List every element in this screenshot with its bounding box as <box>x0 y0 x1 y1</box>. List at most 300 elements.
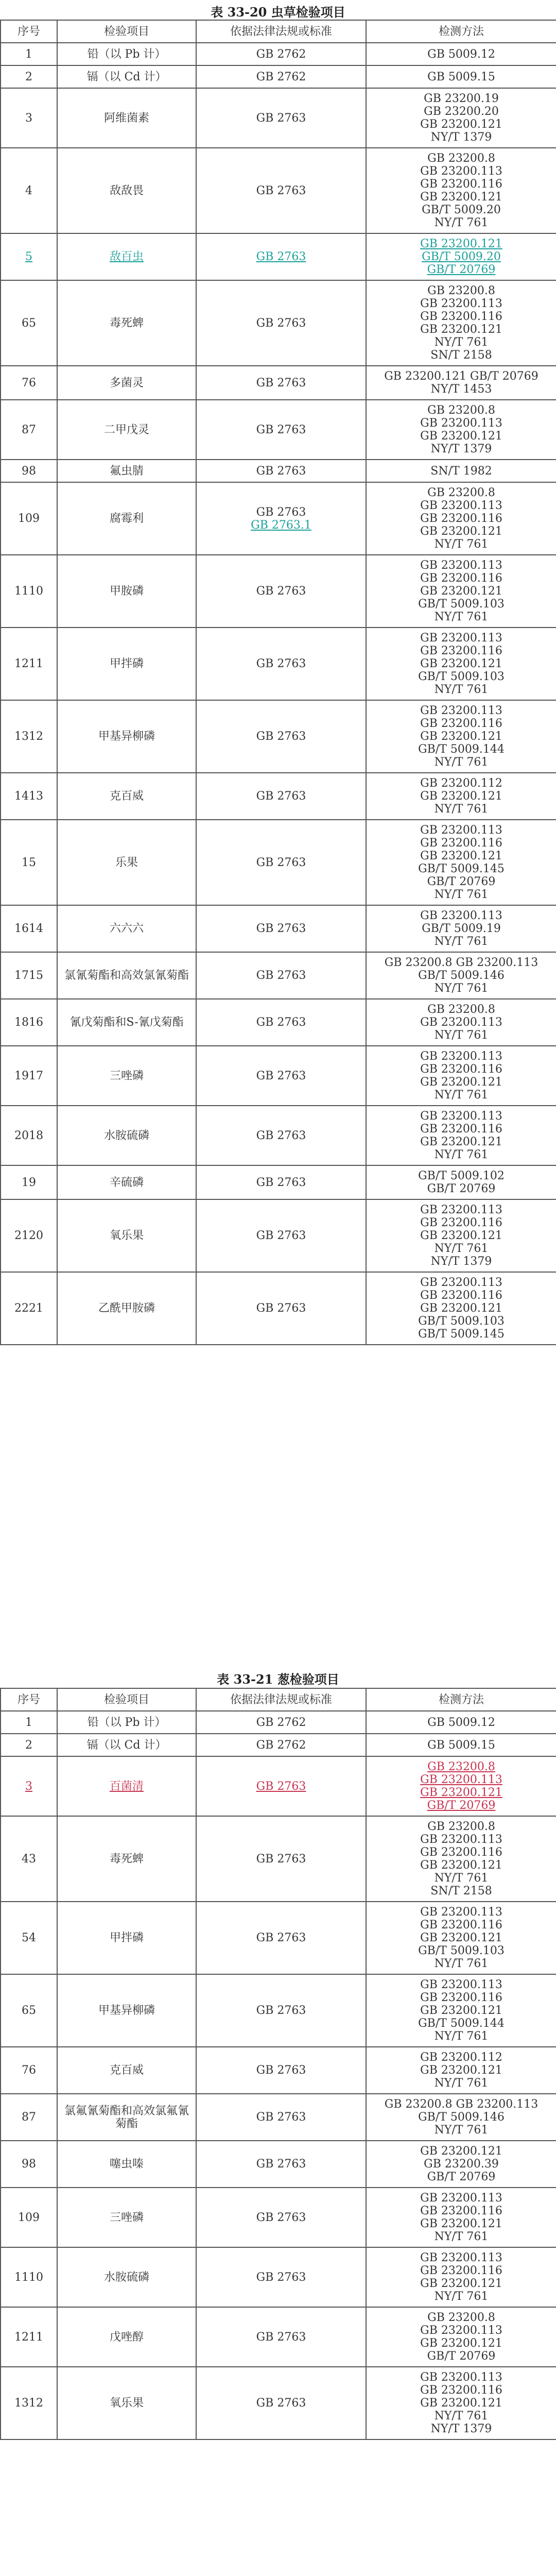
method-line: GB 23200.121 <box>420 2277 502 2290</box>
test-methods <box>366 65 556 88</box>
row-number: 1312 <box>1 700 57 773</box>
test-item: 戊唑醇 <box>57 2307 196 2367</box>
method-line: NY/T 761 <box>434 2230 489 2243</box>
row-number: 2 <box>1 65 57 88</box>
method-line: GB/T 5009.103 <box>418 1315 505 1328</box>
test-item: 水胺硫磷 <box>57 2247 196 2307</box>
column-header: 依据法律法规或标准 <box>196 1688 366 1711</box>
method-line: GB/T 5009.146 <box>418 969 505 982</box>
table-row <box>1 1165 556 1199</box>
table-row <box>1 65 556 88</box>
method-line: GB 23200.121 <box>420 2004 502 2017</box>
method-line: SN/T 1982 <box>430 464 492 478</box>
method-line: GB 23200.8 <box>427 152 495 165</box>
row-number: 4 <box>1 148 57 233</box>
legal-standard: GB 2763 <box>196 1974 366 2047</box>
test-item: 铅（以 Pb 计） <box>57 1711 196 1734</box>
method-line: GB 23200.116 <box>420 2205 502 2217</box>
table-row <box>1 952 556 999</box>
row-number: 98 <box>1 2141 57 2188</box>
method-line: NY/T 761 <box>434 216 489 229</box>
method-line: GB 23200.116 <box>420 178 502 191</box>
method-line: GB 23200.116 <box>420 1063 502 1076</box>
row-number: 19 <box>1 1165 57 1199</box>
method-line: GB/T 5009.103 <box>418 598 505 611</box>
method-line: GB 23200.113 <box>420 1050 502 1063</box>
method-line: GB 23200.113 <box>420 559 502 572</box>
method-line: GB 23200.121 <box>420 1931 502 1944</box>
standard-line: GB 2763.1 <box>251 518 311 532</box>
legal-standard: GB 2763 <box>196 280 366 366</box>
table-row <box>1 2307 556 2367</box>
row-number: 1917 <box>1 1046 57 1106</box>
table-row <box>1 88 556 148</box>
method-line: NY/T 761 <box>434 888 489 901</box>
legal-standard: GB 2763 <box>196 1199 366 1272</box>
test-methods <box>366 2047 556 2094</box>
method-line: GB 23200.8 GB 23200.113 <box>384 2098 538 2111</box>
method-line: GB 23200.121 <box>420 525 502 538</box>
row-number: 2018 <box>1 1106 57 1165</box>
method-line: GB 23200.8 <box>427 1003 495 1016</box>
method-line: GB 23200.113 <box>420 2251 502 2264</box>
test-item: 镉（以 Cd 计） <box>57 65 196 88</box>
table-row <box>1 400 556 460</box>
method-line: GB 23200.116 <box>420 837 502 850</box>
legal-standard: GB 2763 <box>196 628 366 700</box>
test-methods <box>366 482 556 555</box>
table-row <box>1 2141 556 2188</box>
test-methods <box>366 1046 556 1106</box>
table-row <box>1 2367 556 2439</box>
test-item: 甲拌磷 <box>57 1902 196 1974</box>
legal-standard: GB 2763 <box>196 1046 366 1106</box>
row-number: 1110 <box>1 2247 57 2307</box>
row-number: 1312 <box>1 2367 57 2439</box>
test-item: 甲胺磷 <box>57 555 196 628</box>
test-item: 敌百虫 <box>57 233 196 280</box>
test-methods <box>366 148 556 233</box>
table-row <box>1 460 556 482</box>
method-line: GB 23200.113 <box>420 2371 502 2384</box>
method-line: GB 23200.113 <box>420 165 502 178</box>
method-line: GB/T 20769 <box>427 263 496 276</box>
test-item: 水胺硫磷 <box>57 1106 196 1165</box>
legal-standard: GB 2762 <box>196 43 366 65</box>
method-line: NY/T 761 <box>434 803 489 816</box>
row-number: 76 <box>1 2047 57 2094</box>
test-item: 阿维菌素 <box>57 88 196 148</box>
test-methods <box>366 905 556 952</box>
test-item: 氟虫腈 <box>57 460 196 482</box>
row-number: 1110 <box>1 555 57 628</box>
method-line: NY/T 761 <box>434 2124 489 2137</box>
test-methods <box>366 999 556 1046</box>
test-methods <box>366 628 556 700</box>
table-row <box>1 148 556 233</box>
legal-standard: GB 2763 <box>196 700 366 773</box>
legal-standard: GB 2763 <box>196 460 366 482</box>
method-line: GB 23200.116 <box>420 1919 502 1931</box>
table-row <box>1 280 556 366</box>
test-methods <box>366 2094 556 2141</box>
test-methods <box>366 1106 556 1165</box>
method-line: NY/T 761 <box>434 611 489 623</box>
legal-standard: GB 2763 <box>196 1165 366 1199</box>
method-line: GB 23200.8 <box>427 1820 495 1833</box>
method-line: GB 23200.116 <box>420 512 502 525</box>
method-line: GB 23200.113 <box>420 632 502 645</box>
test-methods <box>366 2141 556 2188</box>
test-methods <box>366 88 556 148</box>
method-line: GB 23200.116 <box>420 645 502 657</box>
test-methods <box>366 366 556 400</box>
method-line: GB 23200.121 <box>420 118 502 131</box>
test-item: 毒死蜱 <box>57 1816 196 1902</box>
method-line: GB 23200.113 <box>420 2192 502 2205</box>
method-line: NY/T 761 <box>434 935 489 948</box>
table-row <box>1 1902 556 1974</box>
table-row <box>1 628 556 700</box>
method-line: GB 23200.19 <box>424 92 499 105</box>
table-row <box>1 2247 556 2307</box>
test-item: 镉（以 Cd 计） <box>57 1734 196 1756</box>
column-header: 检测方法 <box>366 20 556 43</box>
row-number: 76 <box>1 366 57 400</box>
method-line: NY/T 1379 <box>430 2422 492 2435</box>
method-line: GB 23200.113 <box>420 1110 502 1123</box>
method-line: GB/T 5009.19 <box>422 922 501 935</box>
test-methods <box>366 1272 556 1345</box>
test-methods <box>366 1199 556 1272</box>
test-item: 二甲戊灵 <box>57 400 196 460</box>
method-line: GB 23200.121 <box>420 2217 502 2230</box>
method-line: GB 23200.121 <box>420 790 502 803</box>
test-item: 氧乐果 <box>57 2367 196 2439</box>
test-item: 甲基异柳磷 <box>57 1974 196 2047</box>
legal-standard: GB 2763 <box>196 952 366 999</box>
row-number: 3 <box>1 88 57 148</box>
method-line: GB 23200.113 <box>420 704 502 717</box>
method-line: GB 23200.121 <box>420 1136 502 1148</box>
method-line: NY/T 761 <box>434 683 489 696</box>
method-line: GB/T 5009.103 <box>418 1944 505 1957</box>
method-line: GB 23200.8 <box>427 404 495 417</box>
table-row <box>1 773 556 820</box>
method-line: NY/T 761 <box>434 1242 489 1255</box>
table-header-row <box>1 1688 556 1711</box>
test-methods <box>366 460 556 482</box>
test-methods <box>366 1734 556 1756</box>
method-line: GB 23200.113 <box>420 417 502 430</box>
method-line: NY/T 761 <box>434 1957 489 1970</box>
test-item: 毒死蜱 <box>57 280 196 366</box>
test-methods <box>366 2188 556 2247</box>
method-line: NY/T 1379 <box>430 443 492 455</box>
column-header: 序号 <box>1 20 57 43</box>
test-item: 克百威 <box>57 773 196 820</box>
method-line: SN/T 2158 <box>430 349 492 362</box>
test-methods <box>366 1756 556 1816</box>
method-line: GB 23200.112 <box>420 2051 502 2064</box>
legal-standard: GB 2763 <box>196 773 366 820</box>
row-number: 109 <box>1 2188 57 2247</box>
method-line: GB 23200.113 <box>420 1833 502 1846</box>
column-header: 检测方法 <box>366 1688 556 1711</box>
test-item: 敌敌畏 <box>57 148 196 233</box>
method-line: GB 23200.116 <box>420 572 502 585</box>
method-line: GB 5009.15 <box>427 70 495 83</box>
method-line: GB 23200.121 <box>420 1786 502 1799</box>
method-line: NY/T 761 <box>434 982 489 995</box>
row-number: 1816 <box>1 999 57 1046</box>
legal-standard: GB 2763 <box>196 400 366 460</box>
method-line: GB 23200.8 <box>427 284 495 297</box>
row-number: 43 <box>1 1816 57 1902</box>
method-line: GB/T 5009.102 <box>418 1170 505 1182</box>
method-line: GB 23200.121 <box>420 1229 502 1242</box>
row-number: 1211 <box>1 628 57 700</box>
row-number: 1715 <box>1 952 57 999</box>
test-item: 三唑磷 <box>57 1046 196 1106</box>
test-methods <box>366 820 556 905</box>
table-row <box>1 43 556 65</box>
row-number: 65 <box>1 1974 57 2047</box>
legal-standard: GB 2763 <box>196 233 366 280</box>
test-methods <box>366 555 556 628</box>
method-line: SN/T 2158 <box>430 1885 492 1897</box>
table-row <box>1 905 556 952</box>
test-methods <box>366 2367 556 2439</box>
legal-standard: GB 2763 <box>196 1816 366 1902</box>
test-methods <box>366 2247 556 2307</box>
test-item: 百菌清 <box>57 1756 196 1816</box>
method-line: GB 5009.12 <box>427 47 495 61</box>
test-methods <box>366 2307 556 2367</box>
test-methods <box>366 700 556 773</box>
row-number: 54 <box>1 1902 57 1974</box>
method-line: GB 23200.121 <box>420 850 502 862</box>
method-line: NY/T 761 <box>434 336 489 349</box>
method-line: GB 23200.121 <box>420 1076 502 1089</box>
test-item: 甲基异柳磷 <box>57 700 196 773</box>
method-line: GB/T 5009.145 <box>418 1328 505 1341</box>
row-number: 2 <box>1 1734 57 1756</box>
row-number: 65 <box>1 280 57 366</box>
test-methods <box>366 1902 556 1974</box>
method-line: NY/T 1453 <box>430 383 492 396</box>
legal-standard: GB 2763 <box>196 555 366 628</box>
method-line: GB 23200.116 <box>420 2384 502 2397</box>
test-methods <box>366 400 556 460</box>
legal-standard: GB 2763 <box>196 2094 366 2141</box>
table-row <box>1 2047 556 2094</box>
table-caption: 表 33-20 虫草检验项目 <box>211 5 345 20</box>
method-line: NY/T 1379 <box>430 131 492 144</box>
table-row <box>1 999 556 1046</box>
method-line: GB 23200.121 <box>420 2064 502 2077</box>
legal-standard: GB 2763 <box>196 1902 366 1974</box>
row-number: 109 <box>1 482 57 555</box>
table-row <box>1 1711 556 1734</box>
method-line: GB 23200.113 <box>420 1016 502 1029</box>
method-line: GB 23200.116 <box>420 2264 502 2277</box>
inspection-table <box>0 1688 556 2440</box>
row-number: 1413 <box>1 773 57 820</box>
table-row <box>1 2094 556 2141</box>
method-line: NY/T 761 <box>434 1872 489 1885</box>
method-line: GB 23200.113 <box>420 1204 502 1216</box>
method-line: GB/T 20769 <box>427 875 496 888</box>
method-line: NY/T 761 <box>434 2030 489 2043</box>
method-line: GB/T 5009.144 <box>418 743 505 756</box>
method-line: GB 23200.112 <box>420 777 502 790</box>
method-line: GB 23200.121 <box>420 2337 502 2350</box>
row-number: 1614 <box>1 905 57 952</box>
legal-standard: GB 2762 <box>196 1734 366 1756</box>
method-line: GB/T 5009.145 <box>418 862 505 875</box>
row-number: 98 <box>1 460 57 482</box>
row-number: 15 <box>1 820 57 905</box>
legal-standard: GB 2763 <box>196 999 366 1046</box>
table-row <box>1 1816 556 1902</box>
test-item: 氧乐果 <box>57 1199 196 1272</box>
legal-standard: GB 2763 <box>196 2141 366 2188</box>
table-row <box>1 1106 556 1165</box>
column-header: 依据法律法规或标准 <box>196 20 366 43</box>
test-methods <box>366 773 556 820</box>
test-methods <box>366 1711 556 1734</box>
legal-standard: GB 2763 <box>196 2188 366 2247</box>
row-number: 2120 <box>1 1199 57 1272</box>
standard-line: GB 2763 <box>256 505 306 519</box>
legal-standard <box>196 482 366 555</box>
row-number: 87 <box>1 2094 57 2141</box>
legal-standard: GB 2763 <box>196 820 366 905</box>
legal-standard: GB 2762 <box>196 1711 366 1734</box>
legal-standard: GB 2763 <box>196 366 366 400</box>
row-number: 3 <box>1 1756 57 1816</box>
table-caption: 表 33-21 葱检验项目 <box>217 1672 339 1687</box>
test-item: 氯氟氰菊酯和高效氯氟氰菊酯 <box>57 2094 196 2141</box>
table-header-row <box>1 20 556 43</box>
method-line: GB/T 5009.103 <box>418 670 505 683</box>
method-line: GB 23200.8 <box>427 486 495 499</box>
method-line: GB/T 5009.146 <box>418 2111 505 2124</box>
method-line: GB 23200.116 <box>420 1123 502 1136</box>
method-line: GB/T 20769 <box>427 1799 496 1812</box>
method-line: GB 5009.12 <box>427 1716 495 1729</box>
table-row <box>1 555 556 628</box>
method-line: GB 23200.8 <box>427 1760 495 1773</box>
method-line: GB 23200.121 <box>420 2145 502 2158</box>
column-header: 序号 <box>1 1688 57 1711</box>
method-line: GB 23200.121 <box>420 657 502 670</box>
row-number: 1211 <box>1 2307 57 2367</box>
method-line: NY/T 761 <box>434 1029 489 1042</box>
method-line: GB 23200.8 GB 23200.113 <box>384 956 538 969</box>
method-line: GB 23200.113 <box>420 1978 502 1991</box>
column-header: 检验项目 <box>57 1688 196 1711</box>
test-item: 铅（以 Pb 计） <box>57 43 196 65</box>
method-line: GB 23200.116 <box>420 1991 502 2004</box>
method-line: GB 23200.8 <box>427 2311 495 2324</box>
method-line: GB 23200.113 <box>420 824 502 837</box>
method-line: GB 23200.39 <box>424 2158 499 2171</box>
test-methods <box>366 43 556 65</box>
method-line: NY/T 761 <box>434 538 489 551</box>
method-line: GB 23200.113 <box>420 909 502 922</box>
table-row <box>1 1272 556 1345</box>
method-line: GB 23200.121 <box>420 191 502 204</box>
method-line: NY/T 1379 <box>430 1255 492 1268</box>
test-methods <box>366 952 556 999</box>
method-line: GB/T 20769 <box>427 2350 496 2363</box>
test-item: 甲拌磷 <box>57 628 196 700</box>
method-line: GB 23200.113 <box>420 2324 502 2337</box>
table-row <box>1 1734 556 1756</box>
method-line: NY/T 761 <box>434 1148 489 1161</box>
row-number: 1 <box>1 43 57 65</box>
legal-standard: GB 2763 <box>196 2367 366 2439</box>
method-line: GB 23200.116 <box>420 1289 502 1302</box>
table-row <box>1 820 556 905</box>
test-item: 乙酰甲胺磷 <box>57 1272 196 1345</box>
table-row <box>1 1046 556 1106</box>
method-line: GB 23200.121 <box>420 323 502 336</box>
table-row <box>1 482 556 555</box>
method-line: GB 23200.121 <box>420 1859 502 1872</box>
table-row <box>1 1974 556 2047</box>
method-line: GB 23200.116 <box>420 310 502 323</box>
test-item: 六六六 <box>57 905 196 952</box>
test-item: 乐果 <box>57 820 196 905</box>
row-number: 87 <box>1 400 57 460</box>
legal-standard: GB 2763 <box>196 2047 366 2094</box>
column-header: 检验项目 <box>57 20 196 43</box>
table-row <box>1 700 556 773</box>
method-line: GB 23200.121 <box>420 1302 502 1315</box>
test-methods <box>366 1165 556 1199</box>
method-line: NY/T 761 <box>434 2410 489 2422</box>
test-methods <box>366 280 556 366</box>
method-line: GB 23200.113 <box>420 499 502 512</box>
test-methods <box>366 233 556 280</box>
test-methods <box>366 1974 556 2047</box>
method-line: NY/T 761 <box>434 2077 489 2090</box>
method-line: GB 23200.116 <box>420 1216 502 1229</box>
legal-standard: GB 2762 <box>196 65 366 88</box>
method-line: GB 23200.121 <box>420 585 502 598</box>
method-line: GB/T 5009.144 <box>418 2017 505 2030</box>
method-line: GB 23200.121 GB/T 20769 <box>384 370 538 383</box>
method-line: GB/T 20769 <box>427 1182 496 1195</box>
method-line: GB 23200.121 <box>420 238 502 250</box>
legal-standard: GB 2763 <box>196 1106 366 1165</box>
method-line: GB 23200.20 <box>424 105 499 118</box>
method-line: NY/T 761 <box>434 2290 489 2303</box>
test-item: 辛硫磷 <box>57 1165 196 1199</box>
test-item: 多菌灵 <box>57 366 196 400</box>
legal-standard: GB 2763 <box>196 1756 366 1816</box>
method-line: GB 23200.113 <box>420 1276 502 1289</box>
method-line: GB 5009.15 <box>427 1738 495 1752</box>
legal-standard: GB 2763 <box>196 2307 366 2367</box>
table-row <box>1 1756 556 1816</box>
table-row <box>1 2188 556 2247</box>
method-line: GB 23200.121 <box>420 730 502 743</box>
test-item: 氰戊菊酯和S-氰戊菊酯 <box>57 999 196 1046</box>
